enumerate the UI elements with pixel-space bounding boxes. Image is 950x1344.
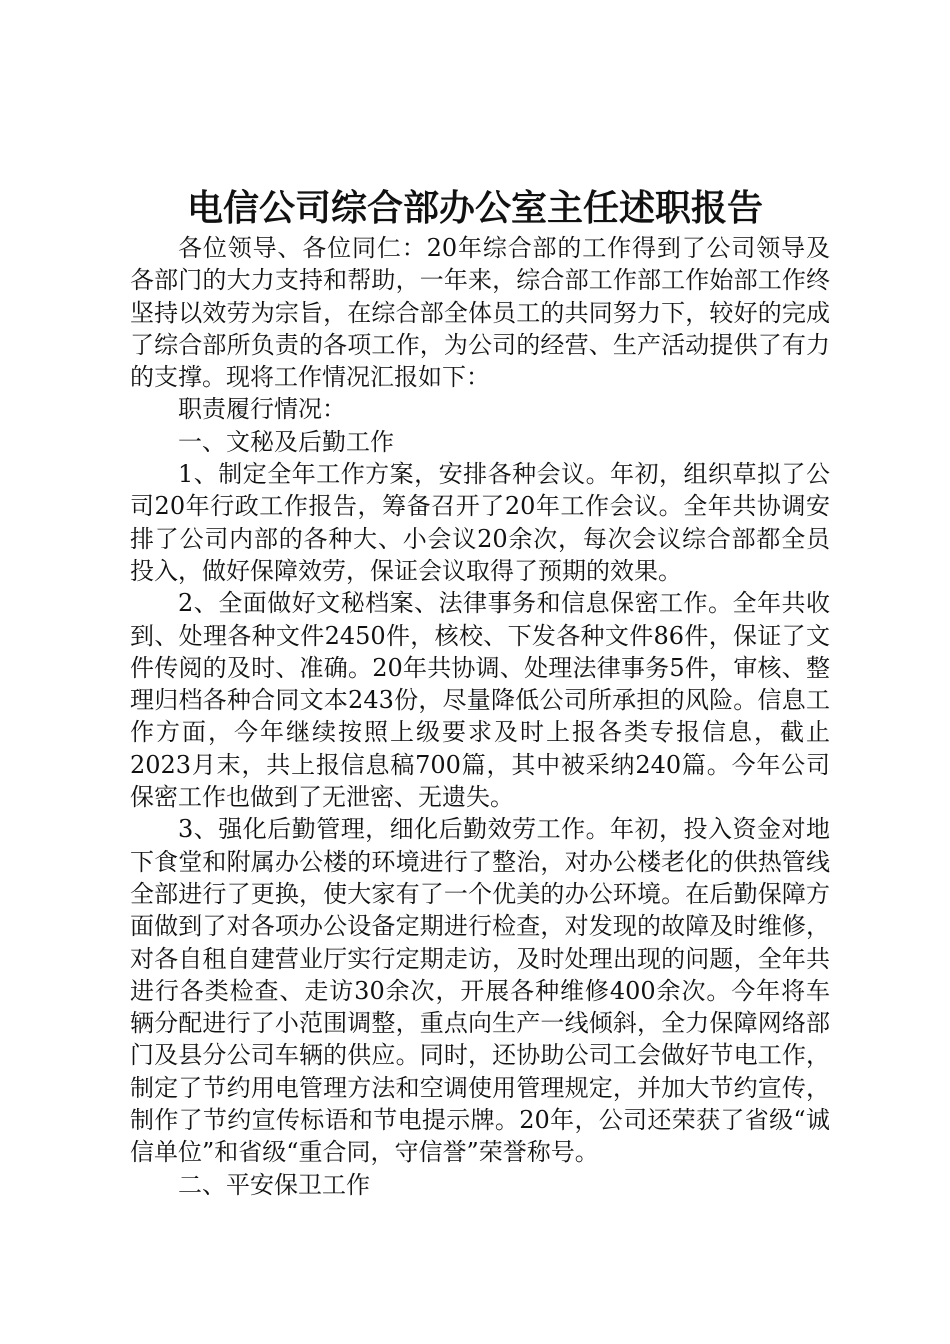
paragraph-item-3: 3、强化后勤管理，细化后勤效劳工作。年初，投入资金对地下食堂和附属办公楼的环境进行了整治，对办公楼老化的供热管线全部进行了更换，使大家有了一个优美的办公环境。在后勤保障方面做到了对各项办公设备定期进行检查，对发现的故障及时维修，对各自租自建营业厅实行定期走访，及时处理出现的问题，全年共进行各类检查、走访30余次，开展各种维修400余次。今年将车辆分配进行了小范围调整，重点向生产一线倾斜，全力保障网络部门及县分公司车辆的供应。同时，还协助公司工会做好节电工作，制定了节约用电管理方法和空调使用管理规定，并加大节约宣传，制作了节约宣传标语和节电提示牌。20年，公司还荣获了省级“诚信单位”和省级“重合同，守信誉”荣誉称号。	[130, 815, 830, 1167]
paragraph-greeting: 各位领导、各位同仁：20年综合部的工作得到了公司领导及各部门的大力支持和帮助，一年来，综合部工作部工作始部工作终坚持以效劳为宗旨，在综合部全体员工的共同努力下，较好的完成了综合部所负责的各项工作，为公司的经营、生产活动提供了有力的支撑。现将工作情况汇报如下：	[130, 234, 830, 392]
section-heading-secretarial: 一、文秘及后勤工作	[178, 427, 394, 456]
document-title: 电信公司综合部办公室主任述职报告	[186, 187, 763, 229]
paragraph-duties-heading: 职责履行情况：	[178, 395, 346, 424]
document-body	[130, 232, 830, 1201]
paragraph-item-1: 1、制定全年工作方案，安排各种会议。年初，组织草拟了公司20年行政工作报告，筹备召开了20年工作会议。全年共协调安排了公司内部的各种大、小会议20余次，每次会议综合部都全员投入，做好保障效劳，保证会议取得了预期的效果。	[130, 460, 830, 585]
section-heading-security: 二、平安保卫工作	[178, 1170, 370, 1199]
paragraph-item-2: 2、全面做好文秘档案、法律事务和信息保密工作。全年共收到、处理各种文件2450件，核校、下发各种文件86件，保证了文件传阅的及时、准确。20年共协调、处理法律事务5件，审核、整理归档各种合同文本243份，尽量降低公司所承担的风险。信息工作方面，今年继续按照上级要求及时上报各类专报信息，截止2023月末，共上报信息稿700篇，其中被采纳240篇。今年公司保密工作也做到了无泄密、无遗失。	[130, 589, 830, 812]
